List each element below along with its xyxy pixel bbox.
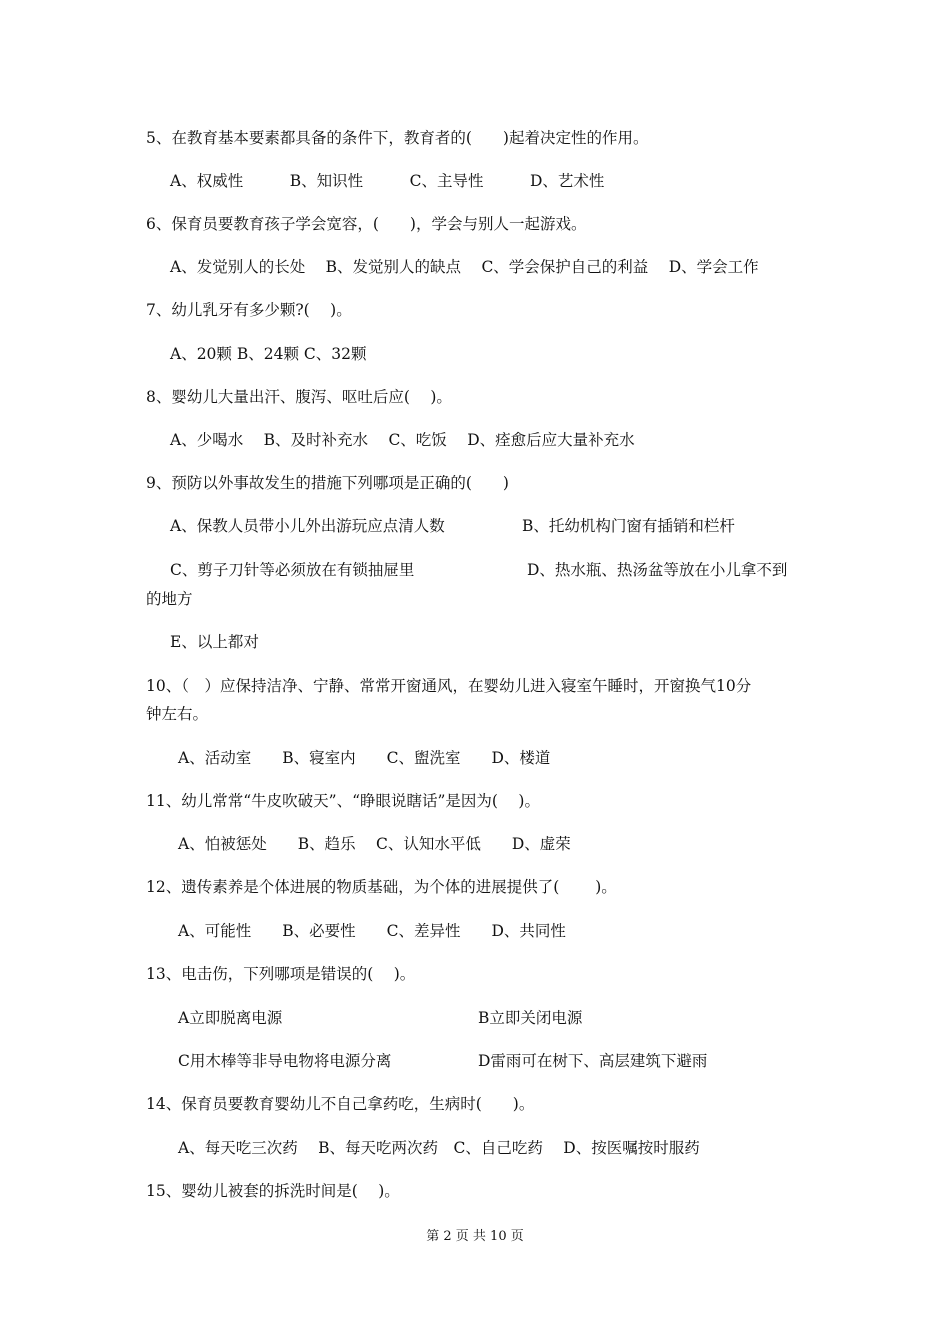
question-5: 5、在教育基本要素都具备的条件下，教育者的( )起着决定性的作用。: [146, 129, 649, 147]
question-5-options: A、权威性 B、知识性 C、主导性 D、艺术性: [170, 172, 605, 190]
question-8: 8、婴幼儿大量出汗、腹泻、呕吐后应( )。: [146, 388, 452, 406]
question-13-option-c: C用木棒等非导电物将电源分离: [178, 1052, 392, 1070]
question-13: 13、电击伤，下列哪项是错误的( )。: [146, 965, 416, 983]
question-13-option-d: D雷雨可在树下、高层建筑下避雨: [478, 1052, 708, 1070]
question-9: 9、预防以外事故发生的措施下列哪项是正确的( ): [146, 474, 509, 492]
page-footer: 第 2 页 共 10 页: [426, 1229, 524, 1244]
question-13-option-b: B立即关闭电源: [478, 1009, 583, 1027]
question-10-options: A、活动室 B、寝室内 C、盥洗室 D、楼道: [178, 749, 551, 767]
question-10: 10、（ ）应保持洁净、宁静、常常开窗通风，在婴幼儿进入寝室午睡时，开窗换气10分: [146, 677, 752, 695]
question-9-option-e: E、以上都对: [170, 633, 259, 651]
question-9-option-d-cont: 的地方: [146, 590, 193, 608]
question-6-options: A、发觉别人的长处 B、发觉别人的缺点 C、学会保护自己的利益 D、学会工作: [170, 258, 759, 276]
question-14-options: A、每天吃三次药 B、每天吃两次药 C、自己吃药 D、按医嘱按时服药: [178, 1139, 700, 1157]
question-15: 15、婴幼儿被套的拆洗时间是( )。: [146, 1182, 400, 1200]
question-14: 14、保育员要教育婴幼儿不自己拿药吃，生病时( )。: [146, 1095, 535, 1113]
question-9-option-a: A、保教人员带小儿外出游玩应点清人数: [170, 517, 445, 535]
question-8-options: A、少喝水 B、及时补充水 C、吃饭 D、痊愈后应大量补充水: [170, 431, 635, 449]
question-11: 11、幼儿常常“牛皮吹破天”、“睁眼说瞎话”是因为( )。: [146, 792, 540, 810]
question-11-options: A、怕被惩处 B、趋乐 C、认知水平低 D、虚荣: [178, 835, 571, 853]
question-7: 7、幼儿乳牙有多少颗?( )。: [146, 301, 352, 319]
question-9-option-b: B、托幼机构门窗有插销和栏杆: [522, 517, 735, 535]
question-6: 6、保育员要教育孩子学会宽容，( )，学会与别人一起游戏。: [146, 215, 587, 233]
question-10-cont: 钟左右。: [146, 705, 209, 723]
question-9-option-d: D、热水瓶、热汤盆等放在小儿拿不到: [527, 561, 788, 579]
question-7-options: A、20颗 B、24颗 C、32颗: [170, 345, 367, 363]
question-12-options: A、可能性 B、必要性 C、差异性 D、共同性: [178, 922, 566, 940]
question-9-option-c: C、剪子刀针等必须放在有锁抽屉里: [170, 561, 415, 579]
question-13-option-a: A立即脱离电源: [178, 1009, 283, 1027]
question-12: 12、遗传素养是个体进展的物质基础，为个体的进展提供了( )。: [146, 878, 617, 896]
